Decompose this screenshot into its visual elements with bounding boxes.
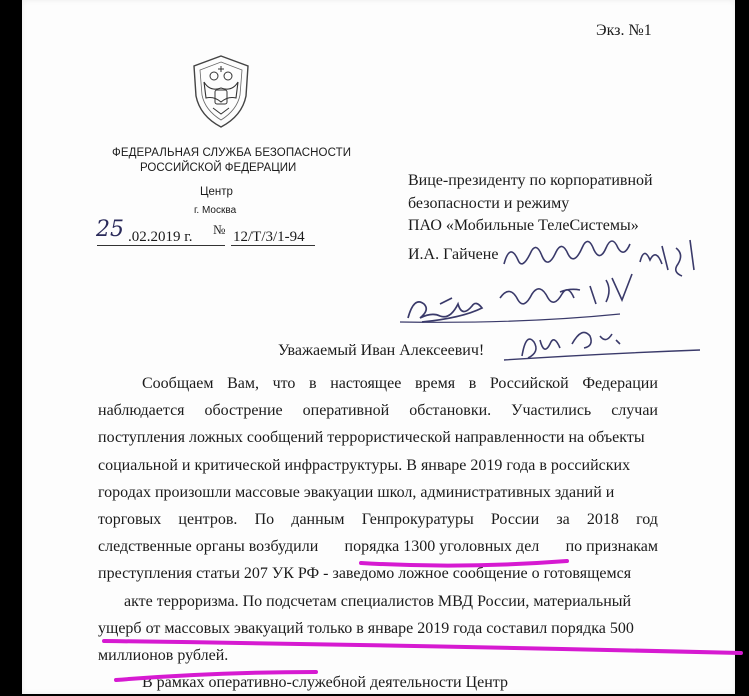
greeting: Уважаемый Иван Алексеевич!	[278, 342, 485, 359]
handwritten-resolution-scrawl	[504, 240, 694, 276]
body-line: акте терроризма. По подсчетам специалистов МВД России, материальный	[124, 592, 632, 610]
department-center: Центр	[200, 186, 233, 198]
number-sign: №	[213, 222, 226, 237]
recipient-line1: Вице-президенту по корпоративной	[408, 172, 653, 189]
highlighted-phrase: порядка 1300 уголовных дел	[344, 538, 540, 556]
body-line: торговых центров. По данным Генпрокуратуры России за 2018 год	[98, 511, 658, 529]
body-line: следственные органы возбудили порядка 1300 уголовных дел по признакам	[98, 533, 658, 560]
recipient-line2: безопасности и режиму	[408, 195, 570, 212]
recipient-name: И.А. Гайчене	[408, 246, 499, 263]
recipient-line3: ПАО «Мобильные ТелеСистемы»	[408, 217, 639, 234]
body-line: социальной и критической инфраструктуры. В январе 2019 года в российских	[98, 456, 631, 474]
body-line-cut: В рамках оперативно-служебной деятельности Центр	[142, 674, 508, 692]
body-line: миллионов рублей.	[98, 647, 229, 665]
handwritten-visa-scrawl	[500, 274, 632, 304]
body-line: городах произошли массовые эвакуации школ, административных зданий и	[98, 483, 615, 501]
date-printed: .02.2019 г.	[128, 229, 193, 245]
copy-number: Экз. №1	[596, 22, 652, 39]
city-label: г. Москва	[194, 205, 237, 216]
body-line: наблюдается обострение оперативной обстановки. Участились случаи	[98, 402, 658, 420]
handwritten-signature	[408, 298, 482, 322]
highlight-underline-1300	[361, 561, 567, 566]
highlight-underline-millions	[116, 672, 316, 680]
body-line: Сообщаем Вам, что в настоящее время в Российской Федерации	[142, 375, 658, 392]
highlight-underline-damage	[104, 641, 741, 653]
body-line: ущерб от массовых эвакуаций только в январе 2019 года составил порядка 500	[98, 619, 634, 637]
registration-number: 12/Т/3/1-94	[233, 229, 305, 245]
date-day-handwritten: 25	[96, 217, 124, 242]
agency-name-line2: РОССИЙСКОЙ ФЕДЕРАЦИИ	[140, 162, 297, 174]
body-line: преступления статьи 207 УК РФ - заведомо ложное сообщение о готовящемся	[98, 565, 632, 583]
agency-name-line1: ФЕДЕРАЛЬНАЯ СЛУЖБА БЕЗОПАСНОСТИ	[112, 147, 352, 159]
body-line: поступления ложных сообщений террористической направленности на объекты	[98, 429, 645, 447]
